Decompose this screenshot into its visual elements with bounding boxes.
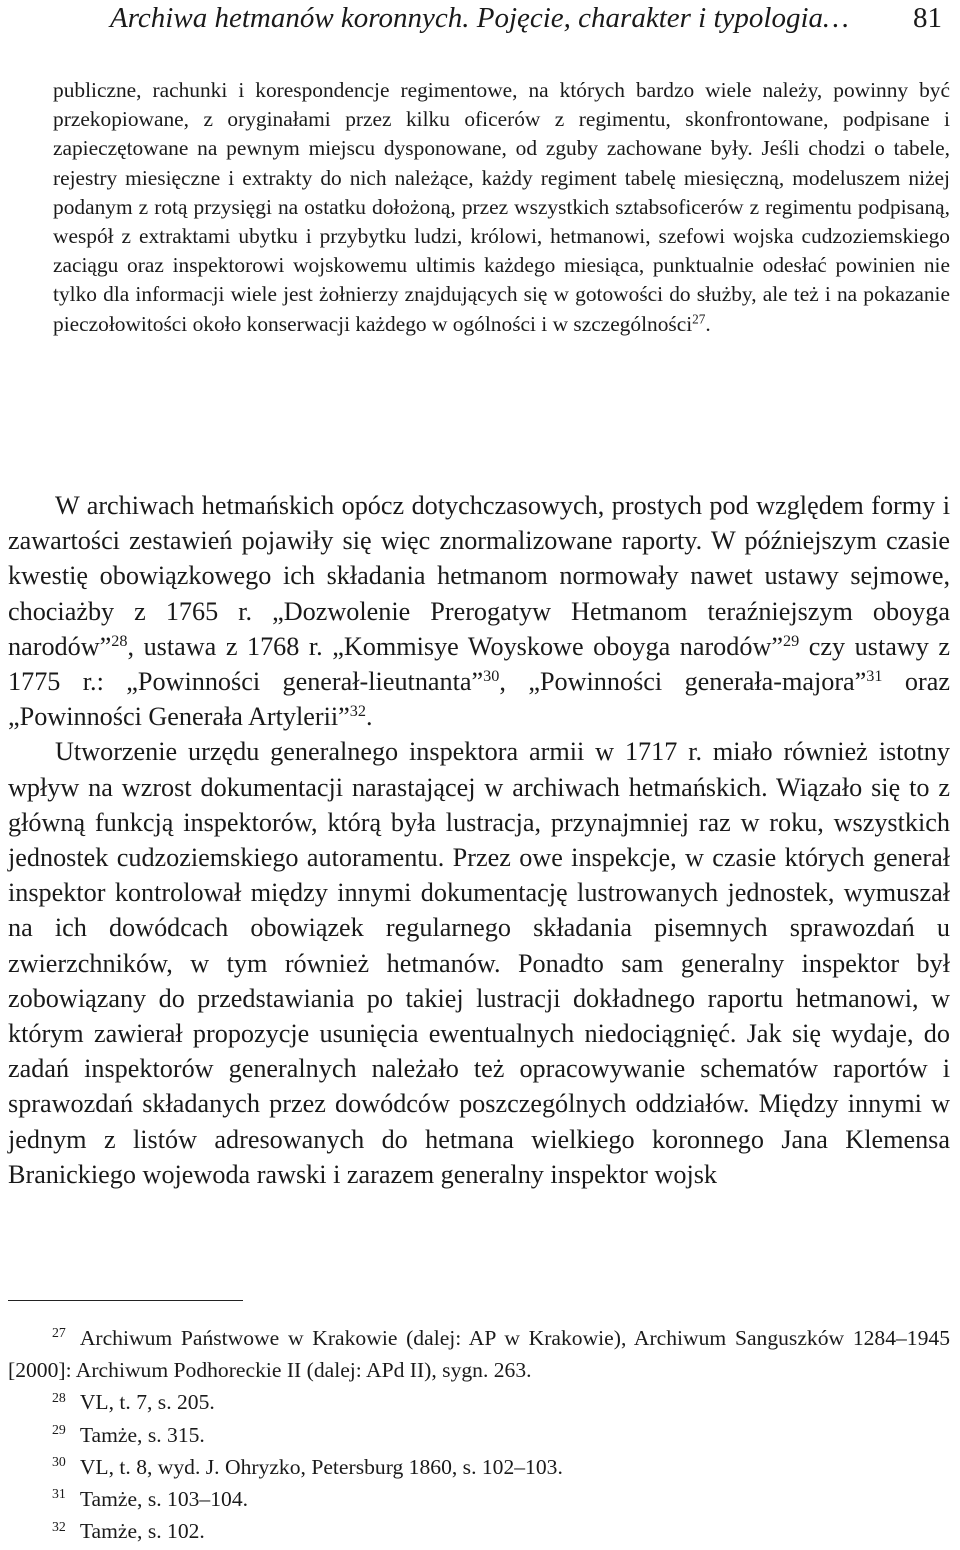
footnote-number: 27 xyxy=(52,1325,66,1341)
footnote-text: Tamże, s. 102. xyxy=(79,1519,205,1544)
quote-text: publiczne, rachunki i korespondencje regimentowe, na których bardzo wiele należy, powinny być przekopiowane, z oryginałami przez kilku oficerów z regimentu, skonfrontowane, podpisane i zapieczętowane na pewnym miejscu dysponowane, od zguby zachowane były. Jeśli chodzi o tabele, rejestry miesięczne i extrakty do nich należące, każdy regiment tabelę miesięczną, modeluszem niżej podanym z rotą przysięgi na ostatku dołożoną, przez wszystkich sztabsoficerów z regimentu podpisaną, wespół z extraktami ubytku i przybytku ludzi, królowi, hetmanowi, szefowi wojska cudzoziemskiego zaciągu oraz inspektorowi wojskowemu ultimis każdego miesiąca, punktualnie odesłać powinien nie tylko dla informacji wiele jest żołnierzy znajdujących się w gotowości do służby, ale też i na pokazanie pieczołowitości około konserwacji każdego w ogólności i w szczególności xyxy=(53,78,950,336)
footnote xyxy=(8,1386,950,1418)
footnote-number: 28 xyxy=(52,1389,66,1405)
footnote xyxy=(8,1419,950,1451)
quote-end: . xyxy=(705,311,711,336)
text-run: W archiwach hetmańskich opócz dotychczasowych, prostych pod względem formy i zawartości zestawień pojawiły się więc znormalizowane raporty. W późniejszym czasie kwestię obowiązkowego ich składania hetmanom normowały nawet ustawy sejmowe, chociażby z 1765 r. „Dozwolenie Prerogatyw Hetmanom teraźniejszym oboyga narodów” xyxy=(8,491,950,661)
page-number: 81 xyxy=(913,2,942,34)
footnote-text: Archiwum Państwowe w Krakowie (dalej: AP w Krakowie), Archiwum Sanguszków 1284–1945 [2000]: Archiwum Podhoreckie II (dalej: APd II), sygn. 263. xyxy=(8,1326,950,1383)
paragraph: Utworzenie urzędu generalnego inspektora armii w 1717 r. miało również istotny wpływ na wzrost dokumentacji narastającej w archiwach hetmańskich. Wiązało się to z główną funkcją inspektorów, którą była lustracja, przynajmniej raz w roku, wszystkich jednostek cudzoziemskiego autoramentu. Przez owe inspekcje, w czasie których generał inspektor kontrolował między innymi dokumentację lustrowanych jednostek, wymuszał na ich dowódcach obowiązek regularnego składania pisemnych sprawozdań u zwierzchników, w tym również hetmanów. Ponadto sam generalny inspektor był zobowiązany do przedstawiania po takiej lustracji dokładnego raportu hetmanowi, w którym zawierał propozycje usunięcia ewentualnych niedociągnięć. Jak się wydaje, do zadań inspektorów generalnych należało też opracowywanie schematów raportów i sprawozdań składanych przez dowódców poszczególnych oddziałów. Między innymi w jednym z listów adresowanych do hetmana wielkiego koronnego Jana Klemensa Branickiego wojewoda rawski i zarazem generalny inspektor wojsk xyxy=(8,737,950,1189)
footnote-number: 29 xyxy=(52,1422,66,1438)
text-run: . xyxy=(366,702,373,732)
footnote-text: Tamże, s. 315. xyxy=(79,1422,205,1447)
footnote-ref: 30 xyxy=(483,667,500,686)
block-quote xyxy=(53,76,950,339)
text-run: , „Powinności generała-majora” xyxy=(499,667,867,697)
footnote-ref: 31 xyxy=(866,667,883,686)
main-text xyxy=(8,488,950,1192)
footnote xyxy=(8,1451,950,1483)
footnote-number: 32 xyxy=(52,1518,66,1534)
text-run: czy ustawy z 1775 r.: „Powinności generał-lieutnanta” xyxy=(8,631,951,697)
footnote-ref: 32 xyxy=(349,702,367,721)
footnote-number: 31 xyxy=(52,1486,66,1502)
quote-paragraph xyxy=(53,76,950,339)
footnote-ref: 28 xyxy=(111,631,128,650)
running-title: Archiwa hetmanów koronnych. Pojęcie, charakter i typologia… xyxy=(110,2,849,34)
footnote-text: Tamże, s. 103–104. xyxy=(79,1487,249,1512)
footnote xyxy=(8,1322,950,1386)
footnote-text: VL, t. 7, s. 205. xyxy=(79,1390,215,1415)
footnote-text: VL, t. 8, wyd. J. Ohryzko, Petersburg 1860, s. 102–103. xyxy=(79,1454,563,1479)
page-header xyxy=(110,2,942,42)
footnote xyxy=(8,1515,950,1547)
paragraph xyxy=(8,488,950,734)
footnote-ref: 29 xyxy=(783,631,800,650)
text-run: , ustawa z 1768 r. „Kommisye Woyskowe oboyga narodów” xyxy=(127,631,784,661)
footnote-ref: 27 xyxy=(692,311,706,327)
text-run: oraz „Powinności Generała Artylerii” xyxy=(8,667,950,732)
footnote-number: 30 xyxy=(52,1454,66,1470)
footnote xyxy=(8,1483,950,1515)
footnote-separator xyxy=(8,1300,243,1301)
footnotes xyxy=(8,1322,950,1547)
